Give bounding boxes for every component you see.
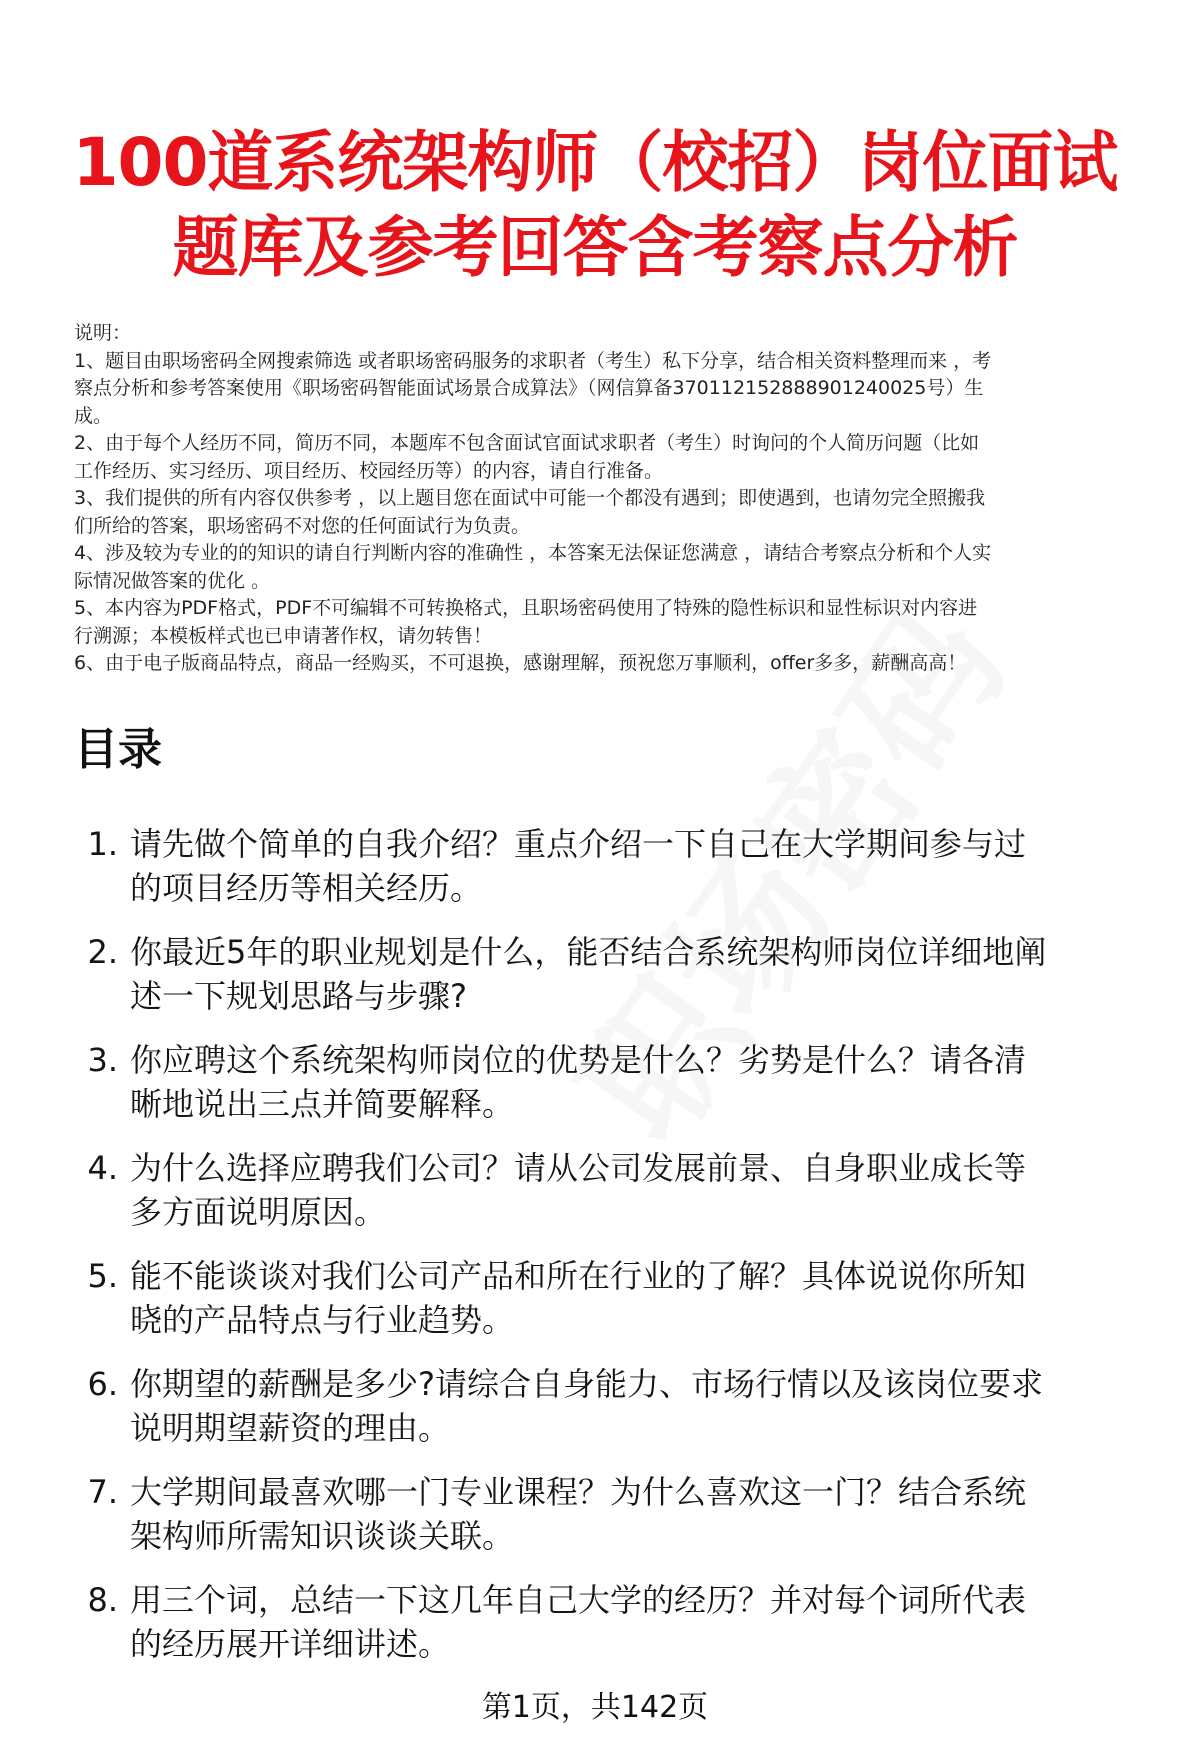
toc-item-number: 5. bbox=[87, 1257, 118, 1295]
instructions-line: 察点分析和参考答案使用《职场密码智能面试场景合成算法》（网信算备370112152888901240025号）生 bbox=[74, 377, 984, 399]
toc-item-number: 4. bbox=[87, 1149, 118, 1187]
instructions-line: 5、本内容为PDF格式，PDF不可编辑不可转换格式，且职场密码使用了特殊的隐性标识和显性标识对内容进 bbox=[74, 597, 978, 619]
toc-item-number: 1. bbox=[87, 825, 118, 863]
instructions-line: 说明： bbox=[74, 322, 132, 344]
instructions-line: 们所给的答案，职场密码不对您的任何面试行为负责。 bbox=[74, 514, 531, 537]
toc-item-number: 6. bbox=[87, 1365, 118, 1403]
instructions-line: 1、题目由职场密码全网搜索筛选 或者职场密码服务的求职者（考生）私下分享，结合相关资料整理而来 ，考 bbox=[74, 349, 992, 372]
toc-item-text: 请先做个简单的自我介绍？重点介绍一下自己在大学期间参与过 的项目经历等相关经历。 bbox=[130, 825, 1027, 907]
toc-item[interactable] bbox=[74, 1362, 1169, 1470]
instructions-line: 6、由于电子版商品特点，商品一经购买，不可退换，感谢理解，预祝您万事顺利，offer多多，薪酬高高！ bbox=[74, 652, 967, 674]
document-title-line-1: 100道系统架构师（校招）岗位面试 bbox=[72, 124, 1118, 201]
page-number: 第1页，共142页 bbox=[481, 1690, 709, 1725]
toc-heading: 目录 bbox=[74, 724, 162, 775]
toc-item[interactable] bbox=[74, 1470, 1169, 1578]
instructions-line: 工作经历、实习经历、项目经历、校园经历等）的内容，请自行准备。 bbox=[74, 459, 664, 482]
instructions-line: 2、由于每个人经历不同，简历不同，本题库不包含面试官面试求职者（考生）时询问的个人简历问题（比如 bbox=[74, 432, 980, 454]
toc-item[interactable] bbox=[74, 1254, 1169, 1362]
toc-item[interactable] bbox=[74, 930, 1169, 1038]
toc-item-text: 能不能谈谈对我们公司产品和所在行业的了解？具体说说你所知 晓的产品特点与行业趋势。 bbox=[130, 1257, 1027, 1339]
toc-item-number: 2. bbox=[87, 933, 118, 971]
toc-item-number: 7. bbox=[87, 1473, 118, 1511]
instructions-line: 际情况做答案的优化 。 bbox=[74, 569, 271, 592]
document-title-line-2: 题库及参考回答含考察点分析 bbox=[172, 209, 1018, 286]
toc-item[interactable] bbox=[74, 1578, 1169, 1686]
toc-item-text: 用三个词，总结一下这几年自己大学的经历？并对每个词所代表 的经历展开详细讲述。 bbox=[130, 1581, 1027, 1663]
toc-item-number: 3. bbox=[87, 1041, 118, 1079]
toc-item-number: 8. bbox=[87, 1581, 118, 1619]
instructions-line: 3、我们提供的所有内容仅供参考 ，以上题目您在面试中可能一个都没有遇到；即使遇到，也请勿完全照搬我 bbox=[74, 487, 986, 509]
toc-item[interactable] bbox=[74, 1146, 1169, 1254]
toc-item-text: 大学期间最喜欢哪一门专业课程？为什么喜欢这一门？结合系统 架构师所需知识谈谈关联。 bbox=[130, 1473, 1027, 1555]
instructions-line: 成。 bbox=[74, 404, 113, 427]
toc-item[interactable] bbox=[74, 1038, 1169, 1146]
toc-item-text: 你应聘这个系统架构师岗位的优势是什么？劣势是什么？请各清 晰地说出三点并简要解释。 bbox=[130, 1041, 1027, 1123]
toc-item-text: 你期望的薪酬是多少?请综合自身能力、市场行情以及该岗位要求 说明期望薪资的理由。 bbox=[130, 1365, 1043, 1447]
instructions-line: 行溯源；本模板样式也已申请著作权，请勿转售！ bbox=[74, 624, 493, 647]
instructions-line: 4、涉及较为专业的的知识的请自行判断内容的准确性 ，本答案无法保证您满意 ，请结合考察点分析和个人实 bbox=[74, 542, 992, 564]
toc-item-text: 为什么选择应聘我们公司？请从公司发展前景、自身职业成长等 多方面说明原因。 bbox=[130, 1149, 1027, 1231]
toc-item-text: 你最近5年的职业规划是什么，能否结合系统架构师岗位详细地阐 述一下规划思路与步骤? bbox=[130, 933, 1047, 1015]
toc-item[interactable] bbox=[74, 822, 1169, 930]
instructions-block bbox=[74, 320, 1159, 678]
toc-list bbox=[74, 822, 1169, 1686]
